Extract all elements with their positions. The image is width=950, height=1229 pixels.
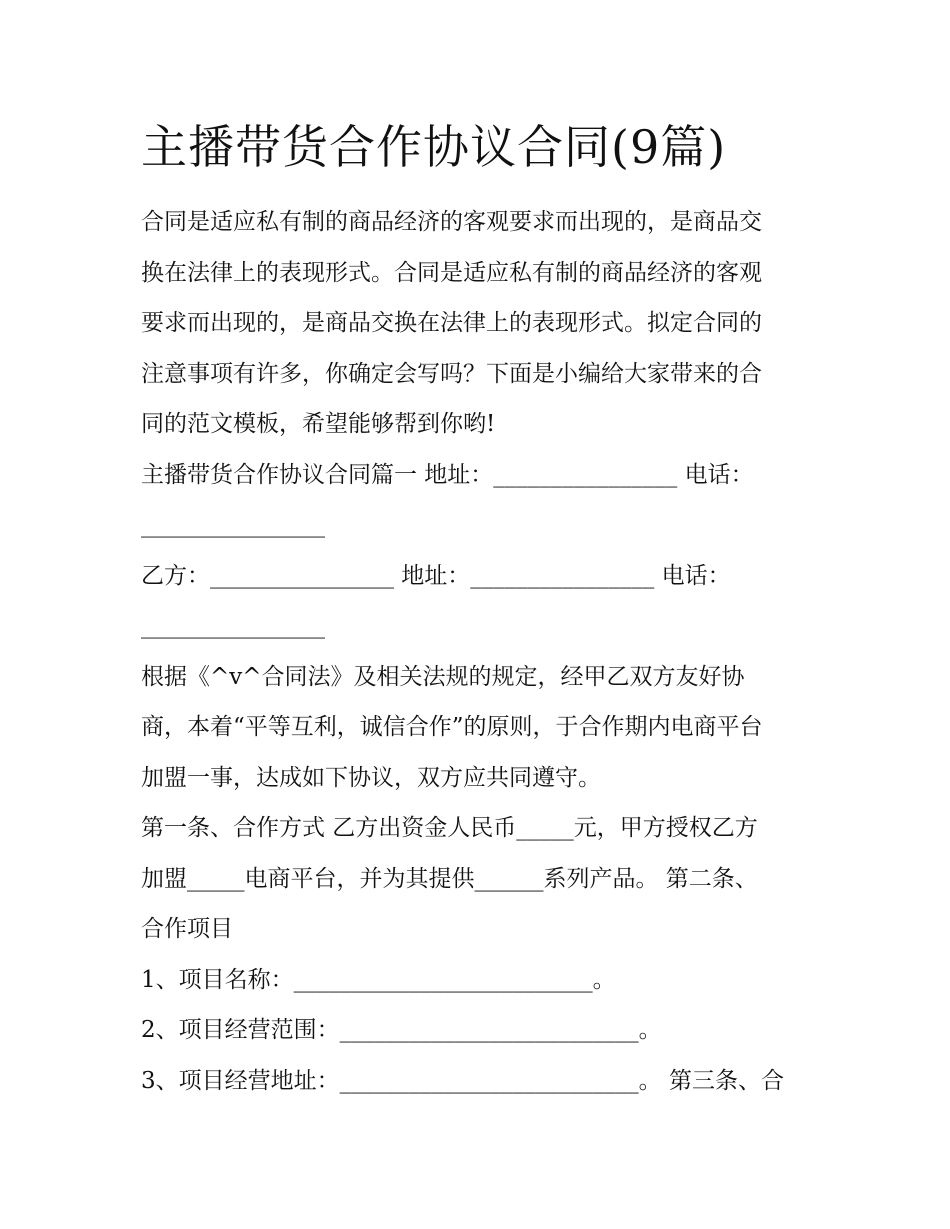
document-body <box>141 197 813 1106</box>
article-one-line: 加盟_____电商平台，并为其提供______系列产品。 第二条、 <box>141 865 758 892</box>
party-a-line: ________________ <box>141 512 325 538</box>
item-3-paragraph <box>141 1056 813 1107</box>
item-2-paragraph <box>141 1005 813 1056</box>
item-2-line: 2、项目经营范围：__________________________。 <box>141 1017 662 1043</box>
intro-line: 注意事项有许多，你确定会写吗？下面是小编给大家带来的合 <box>141 360 762 387</box>
intro-line: 要求而出现的，是商品交换在法律上的表现形式。拟定合同的 <box>141 310 762 336</box>
item-1-line: 1、项目名称：__________________________。 <box>141 966 616 993</box>
intro-line: 换在法律上的表现形式。合同是适应私有制的商品经济的客观 <box>141 259 762 286</box>
party-a-paragraph <box>141 450 813 551</box>
intro-line: 同的范文模板，希望能够帮到你哟! <box>141 411 496 437</box>
basis-line: 根据《^v^合同法》及相关法规的规定，经甲乙双方友好协 <box>141 663 745 690</box>
party-b-line: 乙方：________________ 地址：________________ 电话： <box>141 562 731 589</box>
article-one-line: 第一条、合作方式 乙方出资金人民币_____元，甲方授权乙方 <box>141 815 758 841</box>
intro-line: 合同是适应私有制的商品经济的客观要求而出现的，是商品交 <box>141 209 762 235</box>
party-a-line: 主播带货合作协议合同篇一 地址：________________ 电话： <box>141 461 754 488</box>
document-title: 主播带货合作协议合同(9篇) <box>141 120 727 174</box>
party-b-line: ________________ <box>141 613 325 639</box>
item-3-line: 3、项目经营地址：__________________________。 第三条、合 <box>141 1067 784 1094</box>
article-one-paragraph <box>141 803 813 955</box>
party-b-paragraph <box>141 551 813 652</box>
item-1-paragraph <box>141 955 813 1006</box>
intro-paragraph <box>141 197 813 450</box>
basis-line: 加盟一事，达成如下协议，双方应共同遵守。 <box>141 764 601 791</box>
basis-line: 商，本着“平等互利，诚信合作”的原则，于合作期内电商平台 <box>141 714 763 740</box>
basis-paragraph <box>141 652 813 804</box>
article-one-line: 合作项目 <box>141 916 233 942</box>
